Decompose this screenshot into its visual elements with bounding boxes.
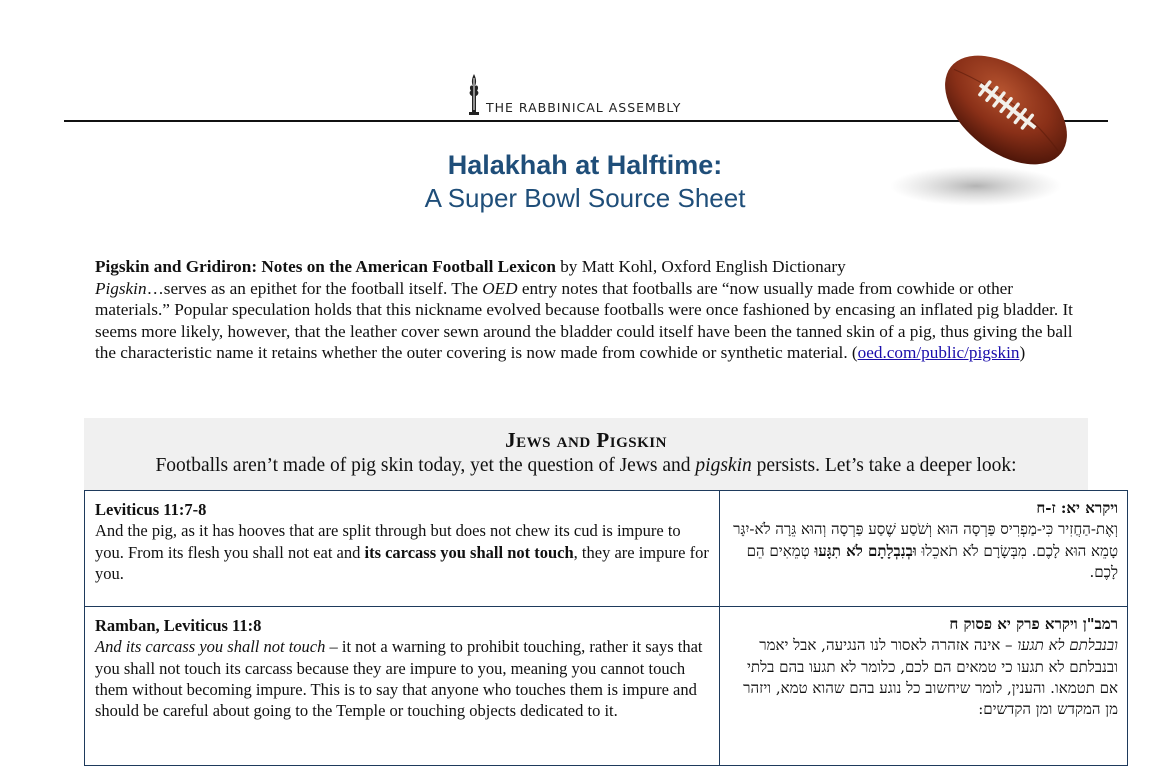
source-text-english <box>95 520 709 584</box>
table-row <box>85 491 1128 607</box>
source-title-english: Ramban, Leviticus 11:8 <box>95 616 262 635</box>
intro-byline: by Matt Kohl, Oxford English Dictionary <box>555 257 846 276</box>
source-text-bold: וּבְנִבְלָתָם לֹא תִגָּעוּ <box>814 541 917 560</box>
section-subtitle <box>84 455 1088 477</box>
section-sub-2: persists. Let’s take a deeper look: <box>751 455 1017 476</box>
organization-name: THE RABBINICAL ASSEMBLY <box>486 100 682 115</box>
intro-term: Pigskin <box>95 278 147 298</box>
source-english-cell <box>85 491 720 607</box>
source-text-part: – אינה אזהרה לאסור לנו הנגיעה, אבל יאמר ובנבלתם לא תגעו כי טמאים הם לכם, כלומר לא תגעו בהם בלתי אם תטמאו. והענין, לומר שיחשוב כל נוגע בהם שהוא טמא, ויזהר מן המקדש ומן הקדשים: <box>743 636 1118 719</box>
source-text-part: – it not a warning to prohibit touching, rather it says that you shall not touch its carcass because they are impure to you, meaning you cannot touch them without becoming impure. This is to say that anyone who touches them is impure and should be careful about going to the Temple or touching objects dedicated to it. <box>95 637 703 721</box>
section-header <box>84 418 1088 490</box>
source-english-cell <box>85 607 720 766</box>
source-text-part: , they are impure for you. <box>95 542 709 583</box>
source-text-english <box>95 636 709 721</box>
source-text-hebrew <box>730 519 1118 583</box>
source-table <box>84 490 1128 766</box>
section-title: Jews and Pigskin <box>505 428 667 452</box>
source-text-part: וְאֶת-הַחֲזִיר כִּי-מַפְרִיס פַּרְסָה הוּא וְשֹׁסַע שֶׁסַע פַּרְסָה וְהוּא גֵּרָה לֹא-יִגָּר טָמֵא הוּא לָכֶם. מִבְּשָׂרָם לֹא תֹאכֵלוּ <box>733 520 1118 560</box>
intro-text-1: …serves as an epithet for the football itself. The <box>146 278 483 298</box>
intro-oed: OED <box>482 278 518 298</box>
source-hebrew-cell <box>720 491 1128 607</box>
jews-and-pigskin-section <box>84 418 1118 758</box>
table-row <box>85 607 1128 766</box>
intro-paragraph <box>95 256 1085 364</box>
source-title-english: Leviticus 11:7-8 <box>95 500 207 519</box>
source-hebrew-cell <box>720 607 1128 766</box>
rabbinical-assembly-logo-icon <box>466 72 482 118</box>
source-text-part: And the pig, as it has hooves that are split through but does not chew its cud is impure to you. From its flesh you shall not eat and <box>95 521 681 562</box>
source-title-hebrew: ויקרא יא: ז-ח <box>1036 499 1118 517</box>
page-subtitle: A Super Bowl Source Sheet <box>424 183 746 213</box>
section-sub-1: Footballs aren’t made of pig skin today, yet the question of Jews and <box>155 455 696 476</box>
intro-text-3: ) <box>1019 343 1026 363</box>
source-text-part: טְמֵאִים הֵם לָכֶם. <box>746 541 1118 581</box>
oed-link[interactable]: oed.com/public/pigskin <box>857 343 1020 363</box>
intro-text-2: entry notes that footballs are “now usually made from cowhide or other materials.” Popular speculation holds that this nickname evolved because footballs were once fashioned by encasing an inflated pig bladder. It seems more likely, however, that the leather cover sewn around the bladder could itself have been the tanned skin of a pig, thus giving the ball the characteristic name it retains whether the outer covering is now made from cowhide or synthetic material. ( <box>95 278 1073 363</box>
source-text-italic: ובנבלתם לא תגעו <box>1017 636 1118 655</box>
section-sub-term: pigskin <box>695 455 752 476</box>
page-title: Halakhah at Halftime: <box>447 150 723 180</box>
intro-source-title: Pigskin and Gridiron: Notes on the American Football Lexicon <box>95 257 556 276</box>
source-text-bold: its carcass you shall not touch <box>364 542 574 562</box>
source-text-italic: And its carcass you shall not touch <box>95 637 326 657</box>
organization-logo <box>466 72 681 118</box>
source-title-hebrew: רמב"ן ויקרא פרק יא פסוק ח <box>949 615 1118 633</box>
source-text-hebrew <box>730 635 1118 720</box>
